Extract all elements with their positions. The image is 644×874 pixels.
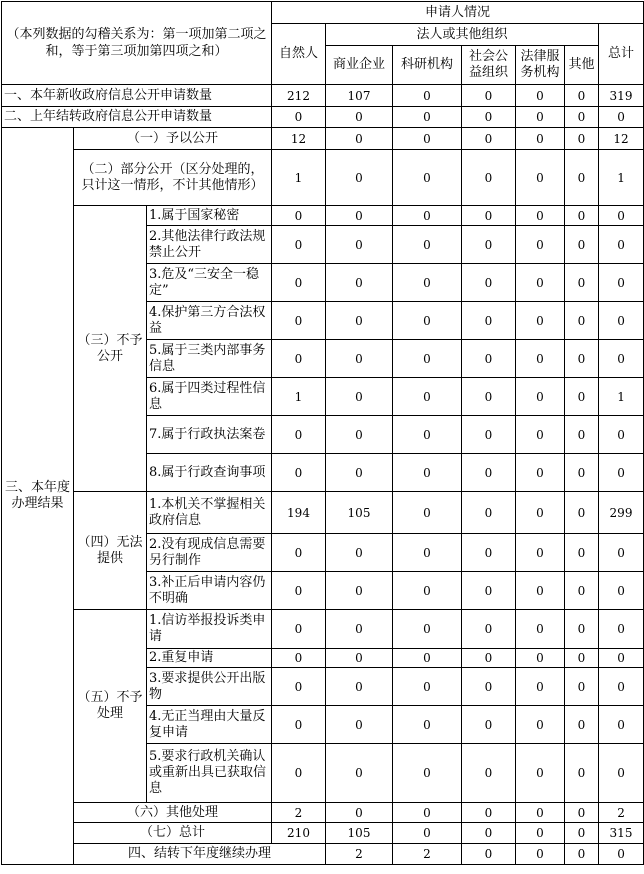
value-total: 1 [599, 150, 644, 206]
value-other: 0 [565, 668, 599, 706]
item-label: 3.危及“三安全一稳定” [147, 264, 272, 302]
value-total: 0 [599, 454, 644, 492]
value-social-welfare: 0 [462, 107, 516, 128]
value-commercial: 0 [326, 226, 393, 264]
value-commercial: 0 [326, 803, 393, 823]
row-subtotal [2, 823, 644, 844]
value-natural-person: 0 [272, 744, 326, 803]
value-research: 0 [393, 668, 462, 706]
value-research: 0 [393, 803, 462, 823]
value-research: 0 [393, 454, 462, 492]
value-total: 0 [599, 226, 644, 264]
value-total: 0 [599, 668, 644, 706]
group-label-not-disclose: （三）不予公开 [74, 206, 147, 492]
value-natural-person: 194 [272, 492, 326, 534]
value-research: 0 [393, 823, 462, 844]
item-label: 3.要求提供公开出版物 [147, 668, 272, 706]
value-other: 0 [565, 649, 599, 668]
value-commercial: 0 [326, 302, 393, 340]
value-natural-person: 2 [272, 803, 326, 823]
value-research: 0 [393, 226, 462, 264]
value-research: 0 [393, 206, 462, 226]
item-label: 2.重复申请 [147, 649, 272, 668]
value-social-welfare: 0 [462, 454, 516, 492]
value-other: 0 [565, 264, 599, 302]
value-commercial: 0 [326, 454, 393, 492]
value-other: 0 [565, 150, 599, 206]
value-research: 0 [393, 572, 462, 610]
value-legal-service: 0 [516, 706, 565, 744]
value-legal-service: 0 [516, 150, 565, 206]
value-research: 0 [462, 844, 516, 865]
value-social-welfare: 0 [462, 378, 516, 416]
value-total: 2 [599, 803, 644, 823]
value-other: 0 [565, 610, 599, 649]
value-natural-person: 0 [272, 534, 326, 572]
value-legal-service: 0 [516, 378, 565, 416]
value-other: 0 [565, 85, 599, 107]
header-natural-person: 自然人 [272, 24, 326, 85]
value-other: 0 [565, 107, 599, 128]
row-new-requests [2, 85, 644, 107]
value-natural-person: 1 [272, 150, 326, 206]
value-commercial: 0 [326, 706, 393, 744]
value-natural-person: 0 [272, 610, 326, 649]
row-partial [2, 150, 644, 206]
value-total: 0 [599, 744, 644, 803]
value-legal-service: 0 [516, 302, 565, 340]
value-natural-person: 210 [272, 823, 326, 844]
value-total: 0 [599, 107, 644, 128]
value-natural-person: 0 [272, 454, 326, 492]
value-legal-service: 0 [516, 264, 565, 302]
value-natural-person: 0 [272, 340, 326, 378]
value-research: 0 [393, 85, 462, 107]
value-commercial: 0 [326, 340, 393, 378]
value-commercial: 0 [326, 572, 393, 610]
value-other: 0 [565, 803, 599, 823]
value-total: 0 [599, 610, 644, 649]
value-other: 0 [565, 206, 599, 226]
value-other: 0 [565, 534, 599, 572]
value-social-welfare: 0 [462, 823, 516, 844]
value-total: 0 [599, 706, 644, 744]
header-social-welfare: 社会公益组织 [462, 46, 516, 85]
value-natural-person: 12 [272, 128, 326, 150]
value-commercial: 0 [326, 128, 393, 150]
value-research: 0 [393, 107, 462, 128]
value-commercial: 0 [326, 107, 393, 128]
value-natural-person: 0 [272, 302, 326, 340]
value-total: 0 [599, 534, 644, 572]
row-not-process-item [2, 610, 644, 649]
value-social-welfare: 0 [462, 706, 516, 744]
row-label-new-requests: 一、本年新收政府信息公开申请数量 [2, 85, 272, 107]
value-total: 299 [599, 492, 644, 534]
value-other: 0 [565, 340, 599, 378]
value-total: 315 [599, 823, 644, 844]
value-legal-service: 0 [516, 416, 565, 454]
value-total: 1 [599, 378, 644, 416]
value-research: 0 [393, 744, 462, 803]
row-carry-forward [2, 844, 644, 865]
value-research: 0 [393, 649, 462, 668]
value-social-welfare: 0 [462, 610, 516, 649]
value-social-welfare: 0 [462, 302, 516, 340]
item-label: 5.属于三类内部事务信息 [147, 340, 272, 378]
value-legal-service: 0 [516, 226, 565, 264]
value-natural-person: 0 [272, 416, 326, 454]
header-row-1 [2, 2, 644, 24]
value-research: 0 [393, 492, 462, 534]
value-social-welfare: 0 [462, 803, 516, 823]
value-social-welfare: 0 [462, 416, 516, 454]
header-commercial: 商业企业 [326, 46, 393, 85]
value-social-welfare: 0 [462, 206, 516, 226]
value-commercial: 2 [393, 844, 462, 865]
value-other: 0 [565, 823, 599, 844]
value-commercial: 0 [326, 416, 393, 454]
section3-label: 三、本年度办理结果 [2, 128, 74, 865]
value-social-welfare: 0 [516, 844, 565, 865]
value-natural-person: 0 [272, 206, 326, 226]
value-other: 0 [565, 302, 599, 340]
row-label-partial: （二）部分公开（区分处理的，只计这一情形，不计其他情形） [74, 150, 272, 206]
item-label: 2.其他法律行政法规禁止公开 [147, 226, 272, 264]
value-research: 0 [393, 610, 462, 649]
value-legal-service: 0 [516, 572, 565, 610]
value-research: 0 [393, 340, 462, 378]
row-disclose [2, 128, 644, 150]
value-total: 12 [599, 128, 644, 150]
item-label: 8.属于行政查询事项 [147, 454, 272, 492]
value-total: 0 [599, 206, 644, 226]
value-natural-person: 212 [272, 85, 326, 107]
value-other: 0 [565, 572, 599, 610]
value-research: 0 [393, 302, 462, 340]
value-natural-person: 1 [272, 378, 326, 416]
row-label-carry-forward: 四、结转下年度继续办理 [74, 844, 326, 865]
value-legal-service: 0 [516, 803, 565, 823]
value-other: 0 [565, 378, 599, 416]
value-commercial: 0 [326, 378, 393, 416]
value-legal-service: 0 [516, 744, 565, 803]
value-social-welfare: 0 [462, 744, 516, 803]
value-total: 0 [599, 340, 644, 378]
row-carried-over [2, 107, 644, 128]
value-other: 0 [565, 492, 599, 534]
value-other: 0 [565, 128, 599, 150]
value-commercial: 0 [326, 150, 393, 206]
header-total: 总计 [599, 24, 644, 85]
value-social-welfare: 0 [462, 264, 516, 302]
value-commercial: 0 [326, 534, 393, 572]
value-natural-person: 2 [326, 844, 393, 865]
value-natural-person: 0 [272, 706, 326, 744]
value-social-welfare: 0 [462, 128, 516, 150]
value-legal-service: 0 [516, 85, 565, 107]
value-social-welfare: 0 [462, 572, 516, 610]
value-other: 0 [565, 226, 599, 264]
value-legal-service: 0 [516, 206, 565, 226]
item-label: 7.属于行政执法案卷 [147, 416, 272, 454]
value-social-welfare: 0 [462, 150, 516, 206]
value-legal-service: 0 [516, 128, 565, 150]
value-commercial: 0 [326, 264, 393, 302]
value-legal-service: 0 [516, 454, 565, 492]
item-label: 4.无正当理由大量反复申请 [147, 706, 272, 744]
row-not-disclose-item [2, 206, 644, 226]
value-legal-service: 0 [516, 668, 565, 706]
value-legal-service: 0 [516, 534, 565, 572]
value-total: 0 [599, 264, 644, 302]
header-legal-service: 法律服务机构 [516, 46, 565, 85]
value-legal-service: 0 [565, 844, 599, 865]
value-legal-service: 0 [516, 492, 565, 534]
row-label-disclose: （一）予以公开 [74, 128, 272, 150]
value-total: 0 [599, 572, 644, 610]
header-applicant: 申请人情况 [272, 2, 644, 24]
value-research: 0 [393, 264, 462, 302]
value-social-welfare: 0 [462, 85, 516, 107]
row-other-process [2, 803, 644, 823]
value-social-welfare: 0 [462, 492, 516, 534]
value-natural-person: 0 [272, 107, 326, 128]
header-legal-org: 法人或其他组织 [326, 24, 599, 46]
value-other: 0 [565, 706, 599, 744]
value-legal-service: 0 [516, 340, 565, 378]
value-total: 0 [599, 649, 644, 668]
header-other: 其他 [565, 46, 599, 85]
value-research: 0 [393, 534, 462, 572]
item-label: 4.保护第三方合法权益 [147, 302, 272, 340]
header-note: （本列数据的勾稽关系为：第一项加第二项之和，等于第三项加第四项之和） [2, 2, 272, 85]
value-legal-service: 0 [516, 107, 565, 128]
value-commercial: 0 [326, 744, 393, 803]
value-commercial: 105 [326, 823, 393, 844]
value-legal-service: 0 [516, 610, 565, 649]
group-label-unable: （四）无法提供 [74, 492, 147, 610]
value-social-welfare: 0 [462, 668, 516, 706]
value-social-welfare: 0 [462, 649, 516, 668]
value-natural-person: 0 [272, 226, 326, 264]
value-total: 0 [599, 302, 644, 340]
value-commercial: 0 [326, 610, 393, 649]
value-total: 319 [599, 85, 644, 107]
value-research: 0 [393, 416, 462, 454]
value-total: 0 [599, 416, 644, 454]
value-natural-person: 0 [272, 572, 326, 610]
value-legal-service: 0 [516, 649, 565, 668]
value-natural-person: 0 [272, 264, 326, 302]
row-label-other-process: （六）其他处理 [74, 803, 272, 823]
value-research: 0 [393, 150, 462, 206]
info-disclosure-table [1, 1, 644, 865]
item-label: 5.要求行政机关确认或重新出具已获取信息 [147, 744, 272, 803]
value-other: 0 [599, 844, 644, 865]
value-commercial: 0 [326, 206, 393, 226]
value-natural-person: 0 [272, 649, 326, 668]
value-other: 0 [565, 416, 599, 454]
header-research: 科研机构 [393, 46, 462, 85]
value-natural-person: 0 [272, 668, 326, 706]
value-research: 0 [393, 378, 462, 416]
value-commercial: 107 [326, 85, 393, 107]
item-label: 6.属于四类过程性信息 [147, 378, 272, 416]
item-label: 1.信访举报投诉类申请 [147, 610, 272, 649]
item-label: 3.补正后申请内容仍不明确 [147, 572, 272, 610]
item-label: 2.没有现成信息需要另行制作 [147, 534, 272, 572]
item-label: 1.属于国家秘密 [147, 206, 272, 226]
value-commercial: 0 [326, 649, 393, 668]
value-other: 0 [565, 454, 599, 492]
row-label-carried-over: 二、上年结转政府信息公开申请数量 [2, 107, 272, 128]
value-social-welfare: 0 [462, 534, 516, 572]
row-label-subtotal: （七）总计 [74, 823, 272, 844]
value-social-welfare: 0 [462, 340, 516, 378]
value-commercial: 105 [326, 492, 393, 534]
value-research: 0 [393, 706, 462, 744]
value-social-welfare: 0 [462, 226, 516, 264]
value-commercial: 0 [326, 668, 393, 706]
group-label-not-process: （五）不予处理 [74, 610, 147, 803]
item-label: 1.本机关不掌握相关政府信息 [147, 492, 272, 534]
value-other: 0 [565, 744, 599, 803]
value-legal-service: 0 [516, 823, 565, 844]
row-unable-item [2, 492, 644, 534]
value-research: 0 [393, 128, 462, 150]
